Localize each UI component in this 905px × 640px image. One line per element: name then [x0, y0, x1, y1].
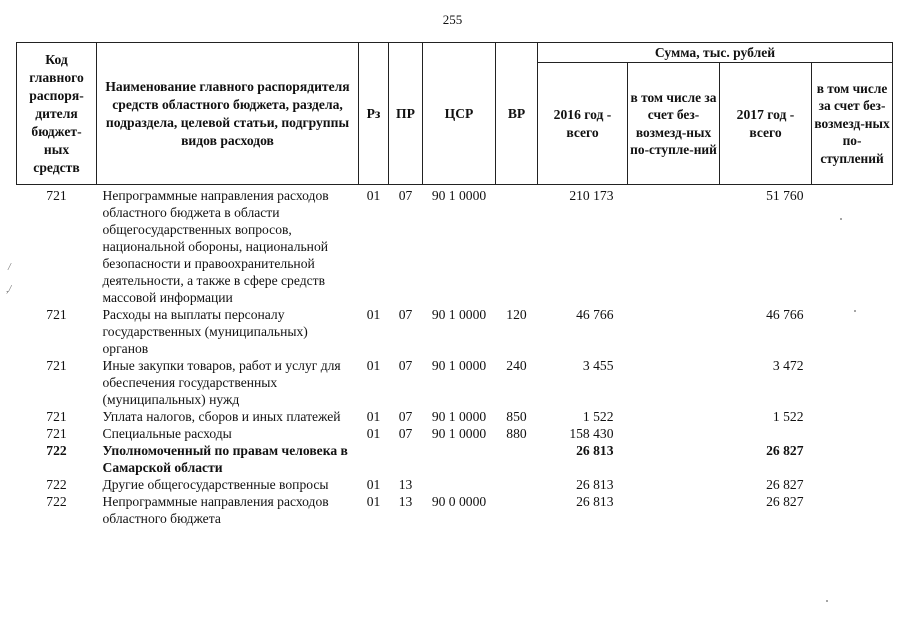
cell-vr — [496, 185, 538, 307]
cell-sum-2017: 26 827 — [766, 494, 804, 509]
cell-sum-2016: 210 173 — [569, 188, 614, 203]
cell-vr: 240 — [506, 358, 527, 373]
scan-dot — [854, 310, 856, 312]
cell-pr: 07 — [398, 426, 413, 441]
cell-pr: 07 — [398, 188, 413, 203]
header-incl-2017: в том числе за счет без-возмезд-ных по-ступлений — [812, 63, 893, 185]
table-row — [17, 306, 893, 357]
cell-csr: 90 1 0000 — [431, 358, 487, 373]
cell-sum-2017: 3 472 — [772, 358, 804, 373]
cell-sum-2017: 26 827 — [766, 477, 804, 492]
cell-code: 721 — [46, 188, 67, 203]
cell-sum-2017: 51 760 — [766, 188, 804, 203]
cell-code: 722 — [46, 477, 67, 492]
cell-code: 721 — [46, 358, 67, 373]
cell-sum-2016: 46 766 — [576, 307, 614, 322]
cell-incl-2016 — [628, 476, 720, 493]
cell-pr: 13 — [398, 477, 413, 492]
cell-vr: 120 — [506, 307, 527, 322]
cell-incl-2017 — [812, 442, 893, 476]
table-row — [17, 442, 893, 476]
scan-dot — [826, 600, 828, 602]
cell-rz: 01 — [366, 307, 381, 322]
cell-rz: 01 — [366, 409, 381, 424]
cell-csr — [423, 476, 496, 493]
cell-pr: 07 — [398, 307, 413, 322]
header-rz: Рз — [359, 43, 389, 185]
cell-vr — [496, 442, 538, 476]
cell-rz: 01 — [366, 477, 381, 492]
cell-pr — [389, 442, 423, 476]
cell-incl-2016 — [628, 357, 720, 408]
header-incl-2016: в том числе за счет без-возмезд-ных по-ступле-ний — [628, 63, 720, 185]
cell-sum-2016: 3 455 — [582, 358, 614, 373]
cell-incl-2017 — [812, 357, 893, 408]
cell-incl-2017 — [812, 306, 893, 357]
cell-rz: 01 — [366, 188, 381, 203]
table-header — [17, 43, 893, 185]
header-name: Наименование главного распорядителя средств областного бюджета, раздела, подраздела, целевой статьи, подгруппы видов расходов — [97, 43, 359, 185]
cell-sum-2016: 26 813 — [576, 494, 614, 509]
cell-csr — [423, 442, 496, 476]
cell-sum-2016: 158 430 — [569, 426, 614, 441]
cell-incl-2016 — [628, 306, 720, 357]
cell-name: Расходы на выплаты персоналу государственных (муниципальных) органов — [102, 307, 308, 356]
table-body — [17, 185, 893, 528]
cell-code: 722 — [46, 443, 67, 458]
cell-csr: 90 1 0000 — [431, 188, 487, 203]
cell-sum-2016: 1 522 — [582, 409, 614, 424]
cell-pr: 07 — [398, 409, 413, 424]
cell-name: Уполномоченный по правам человека в Самарской области — [102, 443, 348, 475]
cell-csr: 90 1 0000 — [431, 307, 487, 322]
cell-sum-2017 — [720, 425, 812, 442]
cell-name: Непрограммные направления расходов областного бюджета — [102, 494, 329, 526]
cell-incl-2016 — [628, 185, 720, 307]
cell-vr — [496, 476, 538, 493]
margin-mark: / — [8, 262, 11, 273]
table-row — [17, 357, 893, 408]
cell-rz: 01 — [366, 494, 381, 509]
cell-rz: 01 — [366, 426, 381, 441]
table-row — [17, 493, 893, 527]
cell-code: 721 — [46, 426, 67, 441]
cell-incl-2016 — [628, 408, 720, 425]
table-row — [17, 185, 893, 307]
header-pr: ПР — [389, 43, 423, 185]
cell-incl-2016 — [628, 442, 720, 476]
scan-dot — [840, 218, 842, 220]
margin-mark: ,/ — [6, 284, 12, 295]
table-row — [17, 476, 893, 493]
cell-vr — [496, 493, 538, 527]
page-number: 255 — [442, 12, 463, 27]
cell-rz — [359, 442, 389, 476]
cell-name: Другие общегосударственные вопросы — [102, 477, 329, 492]
cell-sum-2016: 26 813 — [576, 443, 614, 458]
cell-code: 721 — [46, 307, 67, 322]
cell-code: 722 — [46, 494, 67, 509]
cell-sum-2017: 46 766 — [766, 307, 804, 322]
budget-table — [16, 42, 893, 527]
cell-csr: 90 1 0000 — [431, 426, 487, 441]
header-csr: ЦСР — [423, 43, 496, 185]
cell-name: Специальные расходы — [102, 426, 232, 441]
cell-pr: 07 — [398, 358, 413, 373]
cell-sum-2016: 26 813 — [576, 477, 614, 492]
cell-code: 721 — [46, 409, 67, 424]
cell-name: Уплата налогов, сборов и иных платежей — [102, 409, 341, 424]
cell-sum-2017: 1 522 — [772, 409, 804, 424]
cell-incl-2017 — [812, 425, 893, 442]
cell-incl-2016 — [628, 493, 720, 527]
cell-rz: 01 — [366, 358, 381, 373]
cell-name: Иные закупки товаров, работ и услуг для обеспечения государственных (муниципальных) нужд — [102, 358, 341, 407]
cell-csr: 90 0 0000 — [431, 494, 487, 509]
header-sum-2016: 2016 год - всего — [538, 63, 628, 185]
cell-pr: 13 — [398, 494, 413, 509]
header-sum-title: Сумма, тыс. рублей — [538, 43, 893, 63]
table-row — [17, 408, 893, 425]
table-row — [17, 425, 893, 442]
header-sum-2017: 2017 год - всего — [720, 63, 812, 185]
cell-incl-2017 — [812, 476, 893, 493]
cell-incl-2016 — [628, 425, 720, 442]
cell-csr: 90 1 0000 — [431, 409, 487, 424]
cell-incl-2017 — [812, 493, 893, 527]
cell-incl-2017 — [812, 185, 893, 307]
cell-incl-2017 — [812, 408, 893, 425]
header-vr: ВР — [496, 43, 538, 185]
cell-sum-2017: 26 827 — [766, 443, 804, 458]
cell-name: Непрограммные направления расходов областного бюджета в области общегосударственных вопросов, национальной обороны, национальной безопасности и правоохранительной деятельности, а также в сфере средств массовой информации — [102, 188, 329, 305]
cell-vr: 880 — [506, 426, 527, 441]
header-code: Код главного распоря-дителя бюджет-ных средств — [17, 43, 97, 185]
cell-vr: 850 — [506, 409, 527, 424]
